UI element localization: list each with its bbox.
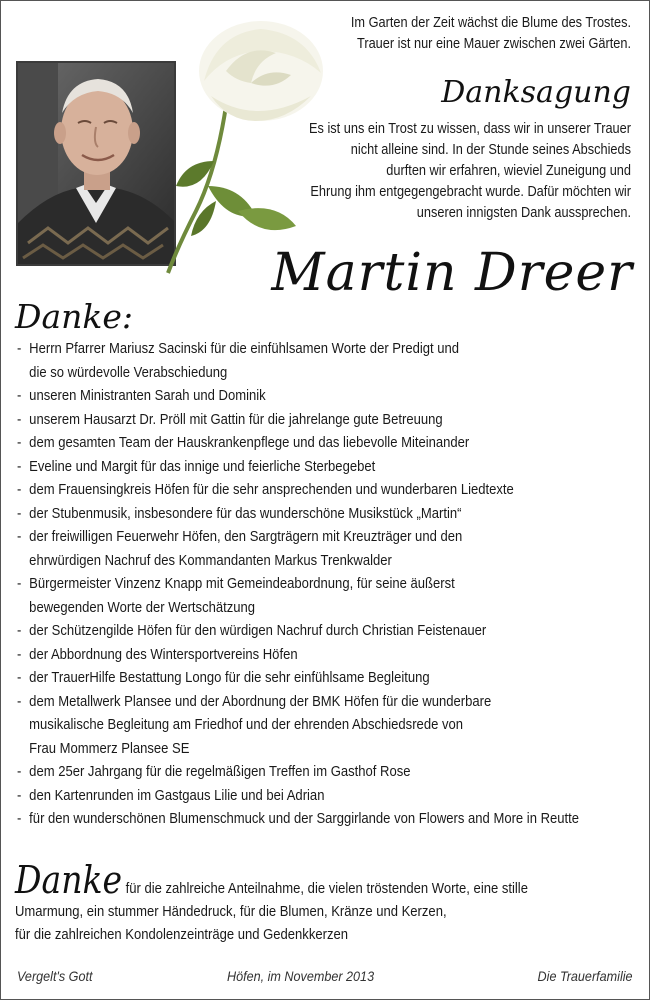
footer-place-date: Höfen, im November 2013 (227, 968, 375, 984)
quote-line: Im Garten der Zeit wächst die Blume des Trostes. (350, 15, 631, 31)
trost-line: nicht alleine sind. In der Stunde seines Abschieds (350, 142, 631, 158)
closing-line: Umarmung, ein stummer Händedruck, für die Blumen, Kränze und Kerzen, (15, 903, 447, 920)
danke-word: Danke (15, 858, 123, 902)
footer (17, 968, 633, 988)
list-item: - dem Frauensingkreis Höfen für die sehr ansprechenden und wunderbaren Liedtexte (17, 478, 626, 502)
quote-line: Trauer ist nur eine Mauer zwischen zwei Gärten. (357, 36, 631, 52)
list-item: - unseren Ministranten Sarah und Dominik (17, 384, 626, 408)
list-item: - unserem Hausarzt Dr. Pröll mit Gattin für die jahrelange gute Betreuung (17, 408, 626, 432)
list-item: - Herrn Pfarrer Mariusz Sacinski für die einfühlsamen Worte der Predigt und die so würdevolle Verabschiedung (17, 337, 626, 384)
trost-line: Ehrung ihm entgegengebracht wurde. Dafür möchten wir (310, 184, 631, 200)
footer-signature: Die Trauerfamilie (538, 968, 633, 984)
trost-line: durften wir erfahren, wieviel Zuneigung und (386, 163, 631, 179)
trost-line: Es ist uns ein Trost zu wissen, dass wir in unserer Trauer (309, 121, 631, 137)
list-item: - Bürgermeister Vinzenz Knapp mit Gemeindeabordnung, für seine äußerst bewegenden Worte der Wertschätzung (17, 572, 626, 619)
trost-line: unseren innigsten Dank aussprechen. (416, 205, 631, 221)
danksagung-heading: Danksagung (441, 75, 631, 110)
list-item: - für den wunderschönen Blumenschmuck und der Sarggirlande von Flowers and More in Reutte (17, 807, 626, 831)
closing-line: für die zahlreichen Kondolenzeinträge und Gedenkkerzen (15, 926, 349, 943)
list-item: - Eveline und Margit für das innige und feierliche Sterbegebet (17, 455, 626, 479)
list-item: - der TrauerHilfe Bestattung Longo für die sehr einfühlsame Begleitung (17, 666, 626, 690)
list-item: - dem gesamten Team der Hauskrankenpflege und das liebevolle Miteinander (17, 431, 626, 455)
list-item: - der freiwilligen Feuerwehr Höfen, den Sargträgern mit Kreuzträger und den ehrwürdigen Nachruf des Kommandanten Markus Trenkwalder (17, 525, 626, 572)
list-item: - der Abbordnung des Wintersportvereins Höfen (17, 643, 626, 667)
list-item: - dem 25er Jahrgang für die regelmäßigen Treffen im Gasthof Rose (17, 760, 626, 784)
footer-vergelts-gott: Vergelt's Gott (17, 968, 93, 984)
list-item: - den Kartenrunden im Gastgaus Lilie und bei Adrian (17, 784, 626, 808)
list-item: - dem Metallwerk Plansee und der Abordnung der BMK Höfen für die wunderbare musikalische Begleitung am Friedhof und der ehrenden Abschiedsrede von Frau Mommerz Plansee SE (17, 690, 626, 761)
portrait-photo (16, 61, 176, 266)
portrait-illustration (18, 63, 174, 264)
closing-line: Danke für die zahlreiche Anteilnahme, die vielen tröstenden Worte, eine stille (15, 858, 528, 902)
trost-paragraph (261, 119, 631, 224)
thanks-list (17, 337, 626, 831)
danke-title: Danke: (15, 297, 134, 336)
list-item: - der Schützengilde Höfen für den würdigen Nachruf durch Christian Feistenauer (17, 619, 626, 643)
closing-paragraph (15, 858, 607, 946)
opening-quote (279, 13, 631, 55)
list-item: - der Stubenmusik, insbesondere für das wunderschöne Musikstück „Martin“ (17, 502, 626, 526)
deceased-name: Martin Dreer (271, 243, 633, 303)
